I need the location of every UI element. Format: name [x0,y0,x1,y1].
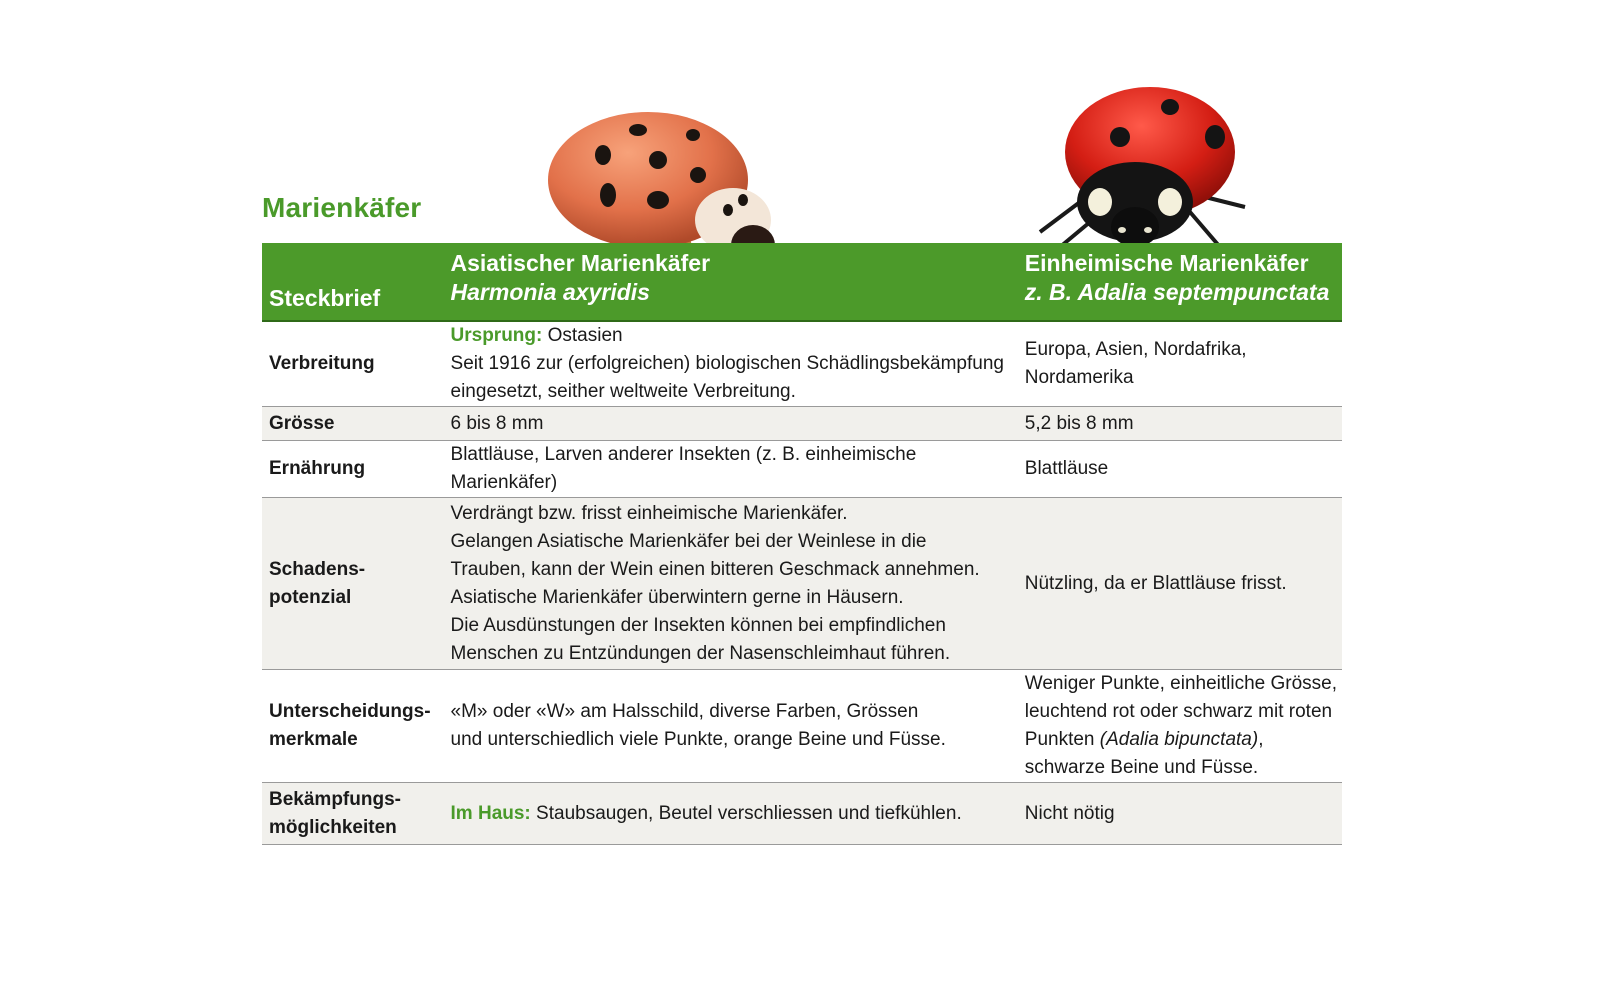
row-verbreitung [262,321,1342,407]
cell-asian: Verdrängt bzw. frisst einheimische Marienkäfer. Gelangen Asiatische Marienkäfer bei der Weinlese in die Trauben, kann der Wein einen bitteren Geschmack annehmen. Asiatische Marienkäfer überwintern gerne in Häusern. Die Ausdünstungen der Insekten können bei empfindlichen Menschen zu Entzündungen der Nasenschleimhaut führen. [450,502,980,664]
cell-native: Nicht nötig [1024,802,1115,824]
row-label: Unterscheidungs- merkmale [269,701,431,750]
header-native-name: Einheimische Marienkäfer [1024,250,1309,276]
highlight-label: Im Haus: [450,802,531,824]
row-unterscheidungsmerkmale [262,670,1342,783]
seven-spot-ladybug-image [1020,82,1280,262]
row-bekaempfung [262,783,1342,845]
row-label: Verbreitung [269,353,375,374]
cell-native: Europa, Asien, Nordafrika, Nordamerika [1024,339,1247,388]
header-asian-name: Asiatischer Marienkäfer [450,250,711,276]
row-ernaehrung [262,441,1342,498]
cell-asian: Blattläuse, Larven anderer Insekten (z. B. einheimische Marienkäfer) [450,444,917,493]
row-schadenspotenzial [262,498,1342,670]
row-label: Schadens- potenzial [269,558,366,608]
cell-native: Weniger Punkte, einheitliche Grösse, leuchtend rot oder schwarz mit roten Punkten (Adalia bipunctata), schwarze Beine und Füsse. [1024,673,1338,778]
header-steckbrief: Steckbrief [262,243,441,321]
header-native-latin: z. B. Adalia septempunctata [1024,279,1330,305]
row-label: Bekämpfungs- möglichkeiten [269,788,401,838]
row-groesse [262,407,1342,441]
cell-asian: «M» oder «W» am Halsschild, diverse Farben, Grössen und unterschiedlich viele Punkte, orange Beine und Füsse. [450,701,946,750]
header-asian [441,243,1017,321]
highlight-label: Ursprung: [450,325,543,346]
cell-asian: Ursprung: Ostasien Seit 1916 zur (erfolgreichen) biologischen Schädlingsbekämpfung eingesetzt, seither weltweite Verbreitung. [450,325,1004,402]
comparison-table [262,243,1342,845]
cell-native: Nützling, da er Blattläuse frisst. [1024,572,1287,594]
table-header-row [262,243,1342,321]
row-label: Ernährung [269,458,366,479]
cell-asian: 6 bis 8 mm [450,412,544,434]
row-label: Grösse [269,412,335,434]
header-native [1017,243,1342,321]
cell-native: 5,2 bis 8 mm [1024,412,1134,434]
header-asian-latin: Harmonia axyridis [450,279,650,305]
cell-native: Blattläuse [1024,458,1109,479]
page-title: Marienkäfer [262,192,422,223]
cell-asian: Im Haus: Staubsaugen, Beutel verschliessen und tiefkühlen. [450,802,962,824]
